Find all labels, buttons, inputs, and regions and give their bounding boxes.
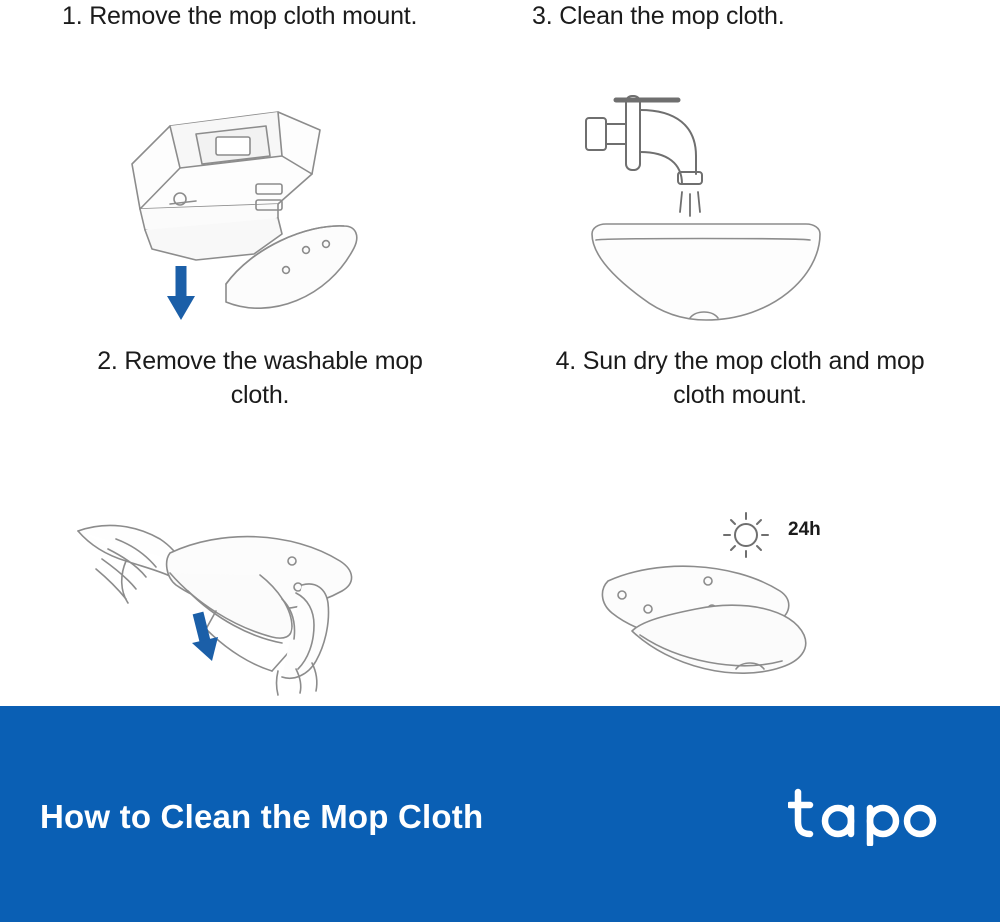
faucet-icon [586,96,702,184]
footer-title: How to Clean the Mop Cloth [40,798,484,835]
step-1-illustration [20,34,500,324]
tapo-logo [788,784,958,846]
down-arrow-icon [167,266,195,320]
step-4-caption: 4. Sun dry the mop cloth and mop cloth mount. [555,347,925,409]
step-4-illustration [500,413,980,703]
step-3-illustration [500,34,980,324]
step-2 [20,345,500,703]
step-2-illustration [20,413,500,703]
footer-banner [0,706,1000,922]
step-3 [500,0,980,324]
dry-time-badge: 24h [788,518,821,540]
step-3-caption: 3. Clean the mop cloth. [532,2,785,30]
step-2-caption: 2. Remove the washable mop cloth. [97,347,423,409]
step-4 [500,345,980,703]
step-1-caption: 1. Remove the mop cloth mount. [62,2,418,30]
water-drops-icon [680,192,700,216]
sun-icon [724,513,768,557]
step-1 [20,0,500,324]
